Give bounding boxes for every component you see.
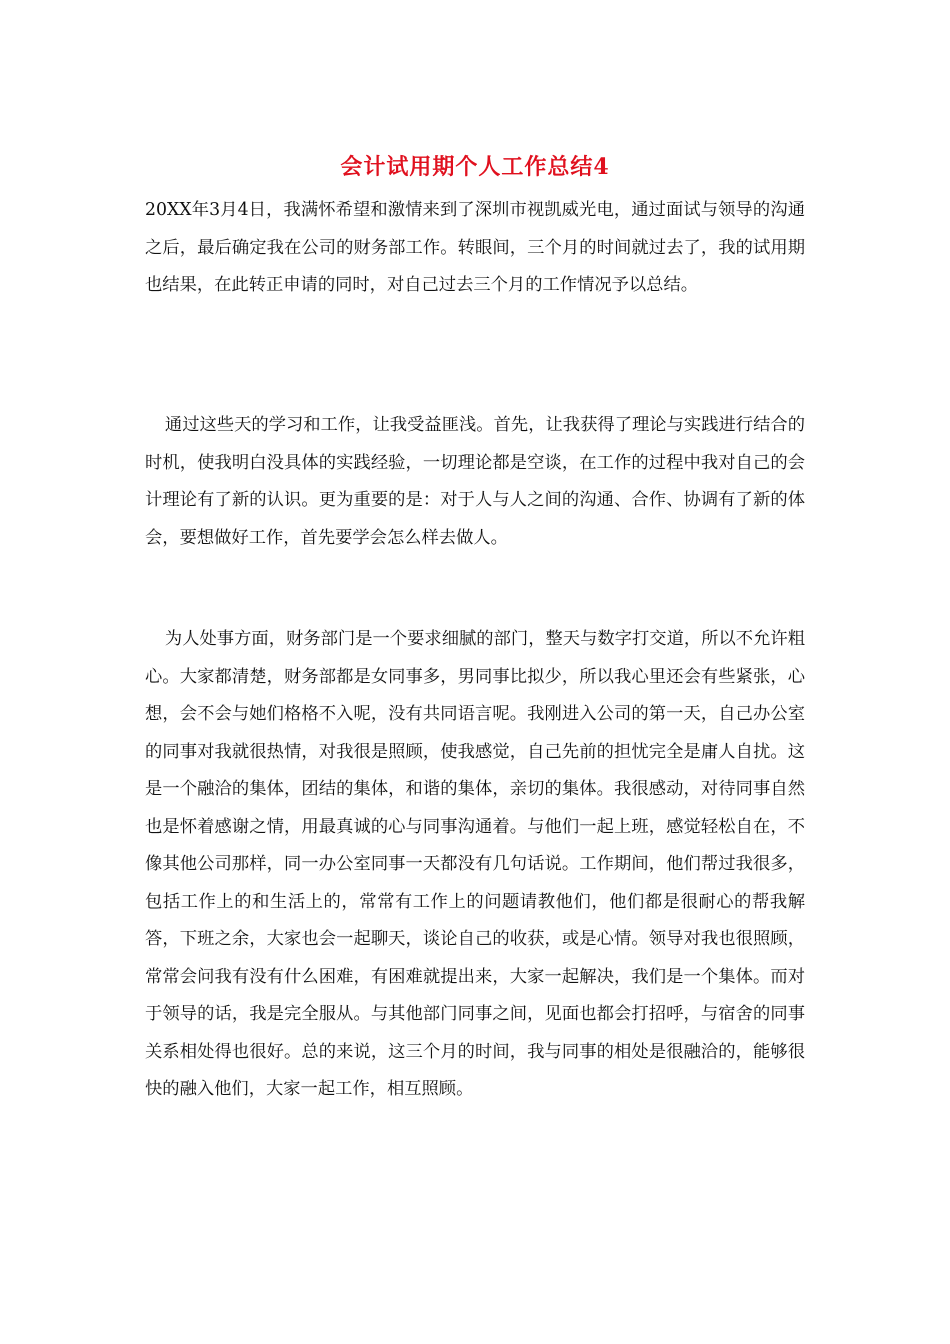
- document-title: 会计试用期个人工作总结4: [340, 154, 610, 180]
- paragraph-learning: 通过这些天的学习和工作，让我受益匪浅。首先，让我获得了理论与实践进行结合的时机，使我明白没具体的实践经验，一切理论都是空谈，在工作的过程中我对自己的会计理论有了新的认识。更为重要的是：对于人与人之间的沟通、合作、协调有了新的体会，要想做好工作，首先要学会怎么样去做人。: [145, 415, 805, 548]
- paragraph-intro: 20XX年3月4日，我满怀希望和激情来到了深圳市视凯威光电，通过面试与领导的沟通之后，最后确定我在公司的财务部工作。转眼间，三个月的时间就过去了，我的试用期也结果，在此转正申请的同时，对自己过去三个月的工作情况予以总结。: [145, 200, 805, 295]
- paragraph-relationships: 为人处事方面，财务部门是一个要求细腻的部门，整天与数字打交道，所以不允许粗心。大家都清楚，财务部都是女同事多，男同事比拟少，所以我心里还会有些紧张，心想，会不会与她们格格不入呢，没有共同语言呢。我刚进入公司的第一天，自己办公室的同事对我就很热情，对我很是照顾，使我感觉，自己先前的担忧完全是庸人自扰。这是一个融洽的集体，团结的集体，和谐的集体，亲切的集体。我很感动，对待同事自然也是怀着感谢之情，用最真诚的心与同事沟通着。与他们一起上班，感觉轻松自在，不像其他公司那样，同一办公室同事一天都没有几句话说。工作期间，他们帮过我很多，包括工作上的和生活上的，常常有工作上的问题请教他们，他们都是很耐心的帮我解答，下班之余，大家也会一起聊天，谈论自己的收获，或是心情。领导对我也很照顾，常常会问我有没有什么困难，有困难就提出来，大家一起解决，我们是一个集体。而对于领导的话，我是完全服从。与其他部门同事之间，见面也都会打招呼，与宿舍的同事关系相处得也很好。总的来说，这三个月的时间，我与同事的相处是很融洽的，能够很快的融入他们，大家一起工作，相互照顾。: [145, 629, 805, 1099]
